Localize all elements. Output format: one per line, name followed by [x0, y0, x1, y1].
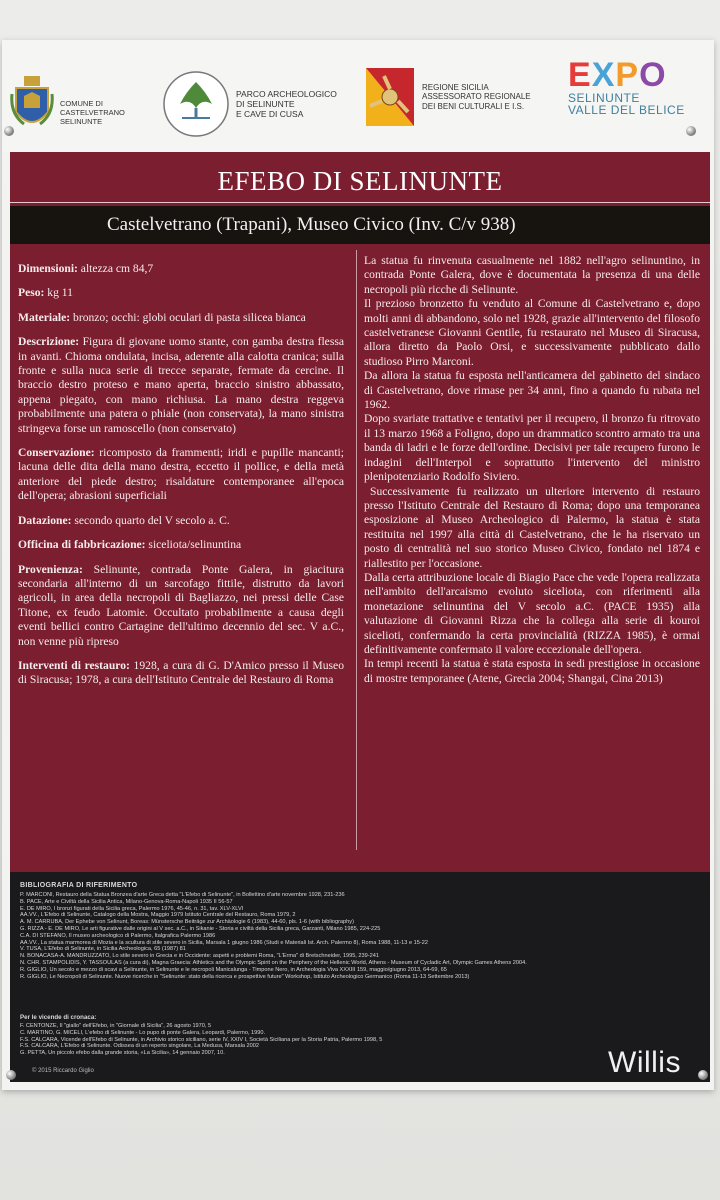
photo-credit: © 2015 Riccardo Giglio — [32, 1068, 94, 1074]
field-value: kg 11 — [44, 286, 73, 300]
field-key: Descrizione: — [18, 335, 80, 349]
history-paragraph: Dalla certa attribuzione locale di Biagio Pace che vede l'opera realizzata nell'ambito dell'arcaismo evoluto siceliota, con riferimenti alla monetazione selinuntina del V secolo a.C. (PACE 1935) alla valutazione di Giovanni Rizza che la collega alla serie di kouroi sicelioti, confermando la certa provincialità (RIZZA 1985), è ormai definitivamente confermato il valore eccezionale dell'opera. — [364, 570, 700, 656]
pin-icon — [6, 1070, 16, 1080]
field-peso — [18, 286, 344, 300]
parco-label: PARCO ARCHEOLOGICO DI SELINUNTE E CAVE DI CUSA — [236, 89, 337, 119]
field-value: bronzo; occhi: globi oculari di pasta silicea bianca — [70, 310, 306, 324]
field-materiale — [18, 311, 344, 325]
field-key: Peso: — [18, 286, 45, 300]
news-entry: G. PETTA, Un piccolo efebo dalla grande storia, «La Sicilia», 14 gennaio 2007, 10. — [20, 1050, 225, 1057]
field-interventi — [18, 659, 344, 688]
field-key: Dimensioni: — [18, 262, 78, 275]
parco-logo — [162, 70, 337, 138]
field-datazione — [18, 514, 344, 528]
field-key: Conservazione: — [18, 446, 95, 460]
regione-logo — [364, 66, 531, 128]
bib-entry: N. BONACASA-A. MANDRUZZATO, Lo stile severo in Grecia e in Occidente: aspetti e problemi Roma, "L'Erma" di Bretschneider, 1995, 239-241 — [20, 953, 379, 960]
bib-entry: R. GIGLIO, Un secolo e mezzo di scavi a Selinunte, in Selinunte e le necropoli Manicalunga - Timpone Nero, in Archeologia Viva XXXIII 159, maggio/giugno 2013, 64-69, 65 — [20, 966, 447, 973]
bibliography-list — [20, 892, 680, 980]
history-column — [364, 254, 700, 686]
history-paragraph: Successivamente fu realizzato un ulteriore intervento di restauro presso l'Istituto Centrale del Restauro di Roma; dopo una temporanea esposizione al Museo Archeologico di Palermo, la statua è stata restituita nel 1997 alla città di Castelvetrano, che le ha riservato un posto di centralità nel suo storico Museo Civico, fondato nel 1874 e riallestito per l'occasione. — [364, 484, 700, 570]
news-entry: F.S. CALCARA, L'Efebo di Selinunte. Odissea di un reperto singolare, La Medusa, Marsala 2002 — [20, 1043, 259, 1050]
field-conservazione — [18, 446, 344, 504]
news-entry: F.S. CALCARA, Vicende dell'Efebo di Selinunte, in Archivio storico siciliano, serie IV, XXIV I, Società Siciliana per la Storia Patria, Palermo 1998, 5 — [20, 1036, 383, 1043]
info-panel — [10, 152, 710, 872]
field-officina — [18, 538, 344, 552]
trinacria-icon — [364, 66, 416, 128]
specs-column — [18, 262, 344, 698]
field-key: Provenienza: — [18, 562, 83, 576]
bib-entry: A. M. CARRUBA, Der Ephebe von Selinunt, Boreas: Münstersche Beiträge zur Archäologie 6 (1983), 44-60, pls. 1-6 (with bibliography) — [20, 919, 354, 926]
bib-entry: AA.VV., La statua marmorea di Mozia e la scultura di stile severo in Sicilia, Marsala 1 giugno 1986 (Studi e Materiali Ist. Arch. Palermo 8), Roma 1988, 11-13 e 15-22 — [20, 939, 428, 946]
logo-header — [2, 40, 714, 152]
bibliography-panel — [10, 872, 710, 1082]
bib-entry: N. CHR. STAMPOLIDIS, Y. TASSOULAS (a cura di), Magna Graecia: Athletics and the Olympic Spirit on the Periphery of the Hellenic World, Athens - Museum of Cycladic Art, Olympic Games Athens 2004. — [20, 959, 527, 966]
coat-of-arms-icon — [10, 74, 54, 134]
regione-label: REGIONE SICILIA ASSESSORATO REGIONALE DEI BENI CULTURALI E I.S. — [422, 82, 531, 111]
panel-subtitle: Castelvetrano (Trapani), Museo Civico (Inv. C/v 938) — [107, 214, 516, 235]
field-value: 1928, a cura di G. D'Amico presso il Museo di Siracusa; 1978, a cura dell'Istituto Centrale del Restauro di Roma — [18, 658, 344, 687]
bib-entry: AA.VV., L'Efebo di Selinunte, Catalogo della Mostra, Maggio 1979 Istituto Centrale del Restauro, Roma 1979, 2 — [20, 912, 296, 919]
field-provenienza — [18, 563, 344, 649]
field-key: Officina di fabbricazione: — [18, 538, 146, 552]
willis-logo: Willis — [608, 1046, 681, 1079]
news-entry: C. MARTINO, G. MICELI, L'efebo di Selinunte - Lo pupo di ponte Galera, Leopardi, Palermo, 1990. — [20, 1029, 266, 1036]
field-value: Selinunte, contrada Ponte Galera, in giacitura secondaria all'interno di un sarcofago fittile, distrutto da lavori agricoli, in area della necropoli di Bagliazzo, nei pressi delle Case Titone, ex feudo Latomie. Occultato probabilmente a causa degli eventi bellici contro Cartagine dell'ultimo decennio del sec. V a.C., non venne più ripreso — [18, 562, 344, 648]
exhibit-panel — [2, 40, 714, 1090]
field-value: siceliota/selinuntina — [145, 538, 242, 552]
news-list — [20, 1023, 620, 1057]
bibliography-title: BIBLIOGRAFIA DI RIFERIMENTO — [20, 882, 138, 889]
bib-entry: V. TUSA, L'Efebo di Selinunte, in Sicilia Archeologica, 65 (1987) 81 — [20, 946, 186, 953]
field-descrizione — [18, 335, 344, 436]
field-dimensioni — [18, 262, 344, 276]
comune-logo — [10, 74, 125, 134]
field-value: altezza cm 84,7 — [77, 262, 154, 275]
bib-entry: P. MARCONI, Restauro della Statua Bronzea d'arte Greca detta "L'Efebo di Selinunte", in Bollettino d'arte novembre 1928, 231-236 — [20, 892, 345, 898]
bib-entry: R. GIGLIO, Le Necropoli di Selinunte. Nuove ricerche in "Selinunte: stato della ricerca e prospettive future" Workshop, Istituto Archeologico Germanico (Roma 11-13 Settembre 2013) — [20, 973, 470, 980]
parco-badge-icon — [162, 70, 230, 138]
field-value: Figura di giovane uomo stante, con gamba destra flessa in avanti. Chioma ondulata, incisa, aderente alla calotta cranica; sulla fronte e sulla nuca serie di trecce separate, fermate da cercine. Il braccio destro proteso e mano aperta, braccio sinistro abbassato, appena piegato, con mano richiusa. La mano destra reggeva probabilmente una patera o phiale (non conservata), la mano sinistra stringeva forse un ramoscello (non conservato) — [18, 335, 344, 435]
bib-entry: E. DE MIRO, I bronzi figurati della Sicilia greca, Palermo 1976, 45-46, n. 31, tav. XLV-XLVI — [20, 905, 244, 912]
expo-logo — [568, 58, 708, 116]
history-paragraph: Il prezioso bronzetto fu venduto al Comune di Castelvetrano e, dopo molti anni di abbandono, solo nel 1928, grazie all'intervento del filosofo castelvetranese Giovanni Gentile, fu restaurato nel Museo di Siracusa, allora diretto da Paolo Orsi, e successivamente pubblicato dallo studioso Pirro Marconi. — [364, 297, 700, 368]
title-rule — [10, 202, 710, 203]
history-paragraph: Dopo svariate trattative e tentativi per il recupero, il bronzo fu ritrovato il 13 marzo 1968 a Foligno, dopo un drammatico scontro armato tra una banda di ladri e le forze dell'ordine. Decisivi per tale recupero furono le indagini dell'Interpol e soprattutto l'intervento del ministro plenipotenziario Rodolfo Siviero. — [364, 412, 700, 484]
field-key: Interventi di restauro: — [18, 658, 130, 672]
expo-wordmark: EXPO — [568, 56, 667, 94]
field-value: secondo quarto del V secolo a. C. — [71, 513, 230, 527]
news-subtitle: Per le vicende di cronaca: — [20, 1014, 97, 1021]
history-paragraph: La statua fu rinvenuta casualmente nel 1882 nell'agro selinuntino, in contrada Ponte Galera, dove è documentata la presenza di una delle necropoli più ricche di Selinunte. — [364, 254, 700, 296]
column-divider — [356, 250, 357, 850]
bib-entry: G. RIZZA - E. DE MIRO, Le arti figurative dalle origini al V sec. a.C., in Sikanie - Storia e civiltà della Sicilia greca, Garzanti, Milano 1985, 224-225 — [20, 925, 381, 932]
subtitle-bar — [10, 206, 710, 244]
history-paragraph: Da allora la statua fu esposta nell'anticamera del gabinetto del sindaco di Castelvetrano, dove rimase per 34 anni, fino a quando fu rubata nel 1962. — [364, 369, 700, 412]
expo-sub1: SELINUNTE — [568, 91, 640, 105]
bib-entry: C.A. DI STEFANO, Il museo archeologico di Palermo, Italgrafica Palermo 1986 — [20, 932, 216, 939]
news-entry: F. CENTONZE, Il "giallo" dell'Efebo, in "Giornale di Sicilia", 26 agosto 1970, 5 — [20, 1023, 212, 1029]
expo-sub2: VALLE DEL BELICE — [568, 103, 685, 117]
field-key: Datazione: — [18, 513, 72, 527]
field-key: Materiale: — [18, 310, 71, 324]
panel-title: EFEBO DI SELINUNTE — [217, 166, 503, 196]
history-paragraph: In tempi recenti la statua è stata esposta in sedi prestigiose in occasione di mostre temporanee (Atene, Grecia 2004; Shangai, Cina 2013) — [364, 657, 700, 685]
pin-icon — [698, 1070, 708, 1080]
pin-icon — [686, 126, 696, 136]
comune-label: COMUNE DI CASTELVETRANO SELINUNTE — [60, 98, 125, 126]
field-value: ricomposto da frammenti; iridi e pupille mancanti; lacuna delle dita della mano destra, eccetto il pollice, e della metà anteriore del piede destro; risaldature contemporanee all'epoca dell'opera; abrasioni superficiali — [18, 446, 344, 503]
bib-entry: B. PACE, Arte e Civiltà della Sicilia Antica, Milano-Genova-Roma-Napoli 1935 II 56-57 — [20, 898, 233, 905]
